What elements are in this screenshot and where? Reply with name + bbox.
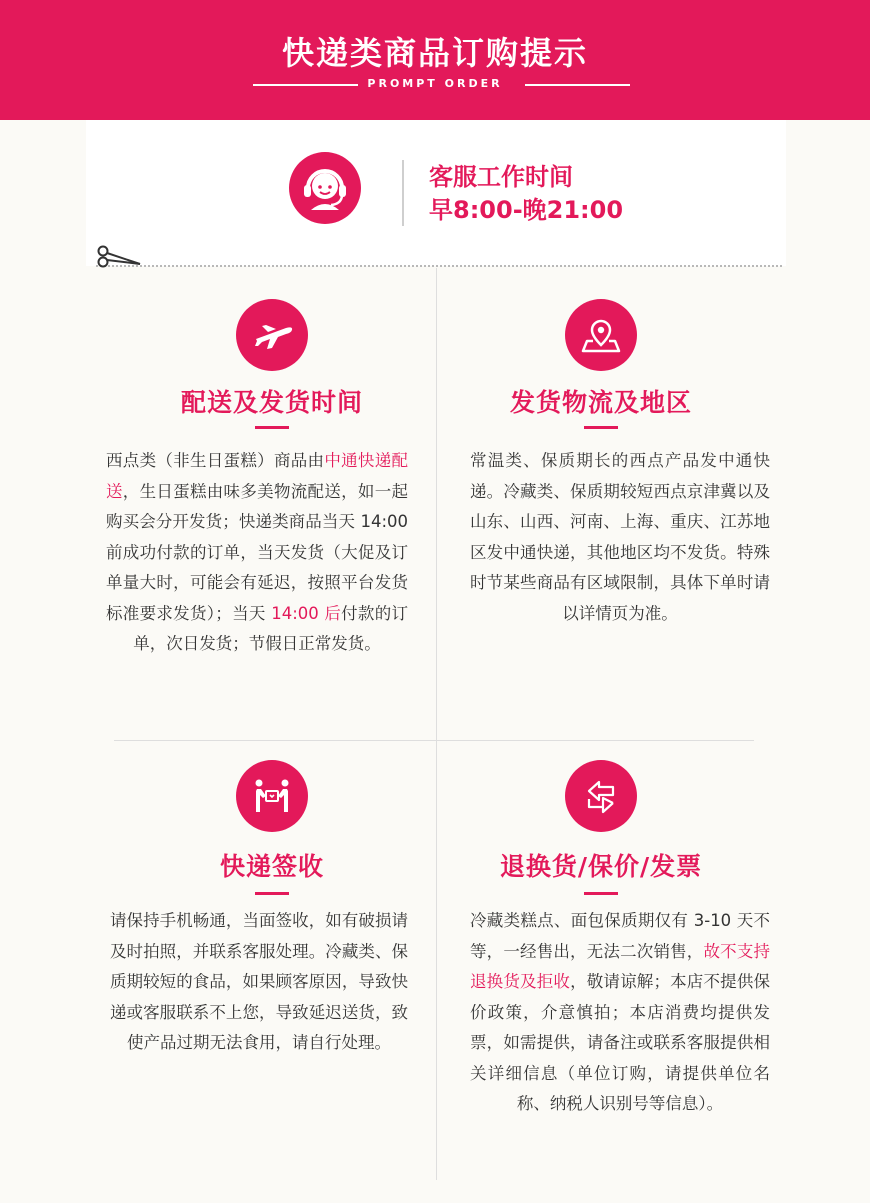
section-title-underline	[584, 892, 618, 895]
delivery-text-2: ，生日蛋糕由味多美物流配送，如一起购买会分开发货；快递类商品当天 14:00 前成功付款的订单，当天发货（大促及订单量大时，可能会有延迟，按照平台发货标准要求发货）；当天	[106, 481, 409, 623]
exchange-arrows-icon	[565, 760, 637, 832]
section-title-underline	[255, 892, 289, 895]
section-body-logistics	[470, 446, 770, 629]
scissors-icon	[96, 244, 142, 268]
horizontal-divider	[114, 740, 754, 741]
service-divider	[402, 160, 404, 226]
section-title-underline	[584, 426, 618, 429]
section-title-underline	[255, 426, 289, 429]
section-body-delivery	[106, 446, 408, 660]
service-hours-value: 早8:00-晚21:00	[429, 196, 624, 224]
delivery-highlight-courier: 中通快递配送	[106, 451, 409, 501]
handover-package-icon	[236, 760, 308, 832]
logistics-text: 常温类、保质期长的西点产品发中通快递。冷藏类、保质期较短西点京津冀以及山东、山西、河南、上海、重庆、江苏地区发中通快递，其他地区均不发货。特殊时节某些商品有区域限制，具体下单时请以详情页为准。	[470, 451, 770, 623]
delivery-text-3: 付款的订单，次日发货；节假日正常发货。	[133, 603, 409, 653]
page-subtitle: PROMPT ORDER	[367, 77, 503, 90]
section-body-returns	[470, 906, 770, 1120]
dotted-cut-line	[96, 265, 782, 267]
section-title-delivery: 配送及发货时间	[180, 388, 363, 417]
returns-text-2: ，敬请谅解；本店不提供保价政策，介意慎拍；本店消费均提供发票，如需提供，请备注或联系客服提供相关详细信息（单位订购，请提供单位名称、纳税人识别号等信息）。	[470, 972, 771, 1113]
page-title: 快递类商品订购提示	[281, 34, 588, 72]
location-map-icon	[565, 299, 637, 371]
airplane-icon	[236, 299, 308, 371]
section-title-signing: 快递签收	[219, 852, 324, 881]
delivery-text-1: 西点类（非生日蛋糕）商品由	[106, 451, 325, 470]
service-hours-label: 客服工作时间	[429, 163, 573, 191]
returns-highlight-policy: 故不支持退换货及拒收	[470, 941, 771, 991]
section-body-signing	[110, 906, 408, 1059]
section-title-returns: 退换货/保价/发票	[499, 852, 703, 881]
section-title-logistics: 发货物流及地区	[509, 388, 692, 417]
customer-service-icon	[289, 152, 361, 224]
delivery-highlight-cutoff: 14:00 后	[271, 603, 342, 623]
signing-text: 请保持手机畅通，当面签收，如有破损请及时拍照，并联系客服处理。冷藏类、保质期较短的食品，如果顾客原因，导致快递或客服联系不上您，导致延迟送货，致使产品过期无法食用，请自行处理。	[110, 911, 408, 1052]
header-banner	[0, 0, 870, 120]
returns-text-1: 冷藏类糕点、面包保质期仅有 3-10 天不等，一经售出，无法二次销售，	[470, 911, 770, 961]
header-divider-right	[525, 84, 630, 86]
